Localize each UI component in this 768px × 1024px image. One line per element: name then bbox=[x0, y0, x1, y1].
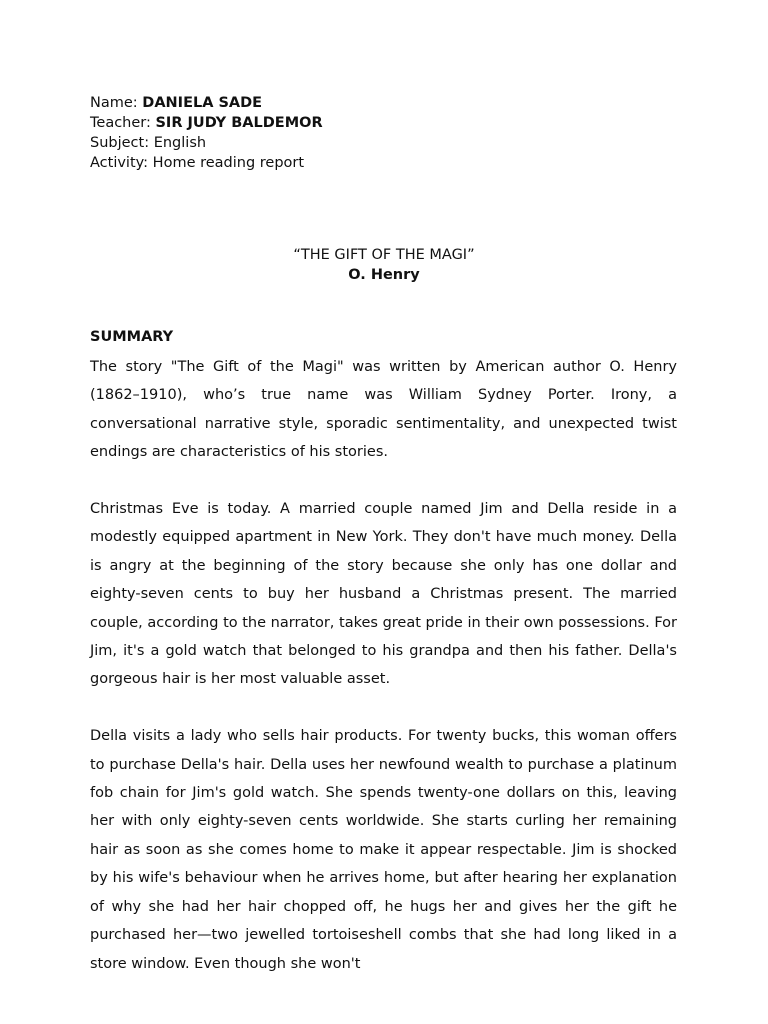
name-row bbox=[90, 93, 690, 113]
summary-paragraph: The story "The Gift of the Magi" was written by American author O. Henry (1862–1910), who’s true name was William Sydney Porter. Irony, a conversational narrative style, sporadic sentimentality, and unexpected twist endings are characteristics of his stories. bbox=[90, 359, 677, 461]
teacher-row bbox=[90, 113, 690, 133]
title-block bbox=[0, 245, 768, 285]
summary-heading: SUMMARY bbox=[90, 329, 174, 345]
teacher-label: Teacher: bbox=[90, 115, 151, 131]
activity-row bbox=[90, 153, 690, 173]
name-value: DANIELA SADE bbox=[142, 95, 263, 111]
activity-value: Home reading report bbox=[152, 155, 305, 171]
subject-value: English bbox=[153, 135, 207, 151]
student-info bbox=[90, 93, 690, 173]
teacher-value: SIR JUDY BALDEMOR bbox=[155, 115, 323, 131]
story-title: “THE GIFT OF THE MAGI” bbox=[293, 247, 475, 263]
subject-label: Subject: bbox=[90, 135, 150, 151]
summary-body bbox=[90, 353, 677, 1006]
summary-paragraph: Christmas Eve is today. A married couple named Jim and Della reside in a modestly equipped apartment in New York. They don't have much money. Della is angry at the beginning of the story because she only has one dollar and eighty-seven cents to buy her husband a Christmas present. The married couple, according to the narrator, takes great pride in their own possessions. For Jim, it's a gold watch that belonged to his grandpa and then his father. Della's gorgeous hair is her most valuable asset. bbox=[90, 501, 677, 688]
story-author: O. Henry bbox=[348, 267, 420, 283]
summary-paragraph: Della visits a lady who sells hair products. For twenty bucks, this woman offers to purchase Della's hair. Della uses her newfound wealth to purchase a platinum fob chain for Jim's gold watch. She spends twenty-one dollars on this, leaving her with only eighty-seven cents worldwide. She starts curling her remaining hair as soon as she comes home to make it appear respectable. Jim is shocked by his wife's behaviour when he arrives home, but after hearing her explanation of why she had her hair chopped off, he hugs her and gives her the gift he purchased her—two jewelled tortoiseshell combs that she had long liked in a store window. Even though she won't bbox=[90, 728, 677, 972]
activity-label: Activity: bbox=[90, 155, 149, 171]
subject-row bbox=[90, 133, 690, 153]
name-label: Name: bbox=[90, 95, 138, 111]
